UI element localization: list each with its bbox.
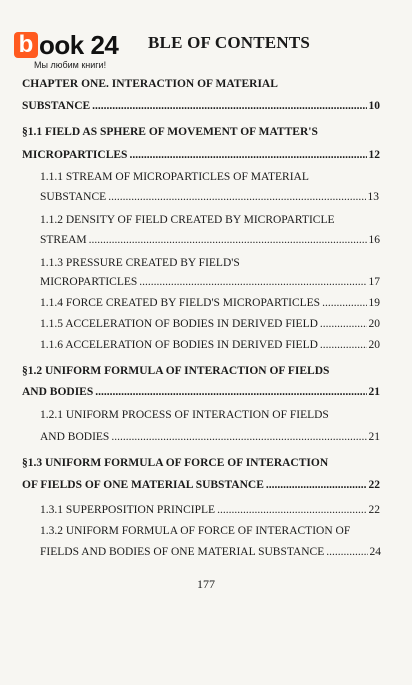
toc-text: MICROPARTICLES xyxy=(22,149,128,161)
toc-leader xyxy=(320,339,367,351)
toc-page: 21 xyxy=(368,431,380,443)
toc-page: 12 xyxy=(368,149,380,161)
toc-line xyxy=(40,504,380,516)
toc-page: 10 xyxy=(368,100,380,112)
toc-line xyxy=(40,234,380,246)
toc-text: SUBSTANCE xyxy=(40,191,107,203)
toc-page: 24 xyxy=(369,546,381,558)
page-number: 177 xyxy=(197,577,215,591)
toc-page: 22 xyxy=(368,504,380,516)
toc-leader xyxy=(108,191,365,203)
toc-text: SUBSTANCE xyxy=(22,100,91,112)
toc-page: 21 xyxy=(368,386,380,398)
toc-chapter-heading xyxy=(22,78,278,90)
toc-text: 1.3.1 SUPERPOSITION PRINCIPLE xyxy=(40,504,216,516)
toc-text: 1.1.4 FORCE CREATED BY FIELD'S MICROPARTICLES xyxy=(40,297,321,309)
toc-text: MICROPARTICLES xyxy=(40,276,138,288)
logo-tagline: Мы любим книги! xyxy=(34,60,107,70)
toc-leader xyxy=(92,100,366,112)
toc-leader xyxy=(322,297,366,309)
toc-text: STREAM xyxy=(40,234,87,246)
toc-text: §1.2 UNIFORM FORMULA OF INTERACTION OF FIELDS xyxy=(22,365,330,377)
toc-leader xyxy=(129,149,366,161)
toc-page: 17 xyxy=(368,276,380,288)
toc-text: 1.1.2 DENSITY OF FIELD CREATED BY MICROPARTICLE xyxy=(40,214,335,226)
toc-line xyxy=(40,431,380,443)
toc-text: FIELDS AND BODIES OF ONE MATERIAL SUBSTANCE xyxy=(40,546,325,558)
book24-logo xyxy=(14,30,118,70)
toc-text: 1.1.3 PRESSURE CREATED BY FIELD'S xyxy=(40,257,240,269)
toc-text: OF FIELDS OF ONE MATERIAL SUBSTANCE xyxy=(22,479,264,491)
toc-section-heading xyxy=(22,457,328,469)
toc-subsection xyxy=(40,525,350,537)
toc-line xyxy=(40,339,380,351)
toc-line xyxy=(22,100,380,112)
toc-text: 1.2.1 UNIFORM PROCESS OF INTERACTION OF FIELDS xyxy=(40,409,329,421)
logo-text: ook 24 xyxy=(39,29,119,60)
toc-text: AND BODIES xyxy=(40,431,110,443)
toc-line xyxy=(40,191,379,203)
toc-leader xyxy=(266,479,367,491)
toc-section-heading xyxy=(22,365,329,377)
toc-leader xyxy=(139,276,366,288)
toc-leader xyxy=(326,546,367,558)
toc-subsection xyxy=(40,409,329,421)
toc-page: 20 xyxy=(368,339,380,351)
toc-subsection xyxy=(40,214,335,226)
toc-text: §1.3 UNIFORM FORMULA OF FORCE OF INTERACTION xyxy=(22,457,329,469)
toc-page: 16 xyxy=(368,234,380,246)
toc-text: 1.1.6 ACCELERATION OF BODIES IN DERIVED FIELD xyxy=(40,339,318,351)
toc-line xyxy=(40,318,380,330)
logo-b-icon: b xyxy=(14,32,38,58)
logo-wordmark xyxy=(14,30,118,60)
toc-line xyxy=(40,297,380,309)
toc-subsection xyxy=(40,171,309,183)
toc-text: 1.3.2 UNIFORM FORMULA OF FORCE OF INTERACTION OF xyxy=(40,525,351,537)
toc-subsection xyxy=(40,257,240,269)
toc-text: 1.1.1 STREAM OF MICROPARTICLES OF MATERIAL xyxy=(40,171,309,183)
toc-line xyxy=(40,546,381,558)
toc-leader xyxy=(320,318,367,330)
toc-page: 20 xyxy=(368,318,380,330)
toc-leader xyxy=(111,431,366,443)
toc-line xyxy=(22,149,380,161)
toc-section-heading xyxy=(22,126,318,138)
toc-text: AND BODIES xyxy=(22,386,94,398)
toc-page: 13 xyxy=(367,191,379,203)
toc-leader xyxy=(95,386,366,398)
toc-line xyxy=(22,386,380,398)
toc-line xyxy=(40,276,380,288)
toc-text: CHAPTER ONE. INTERACTION OF MATERIAL xyxy=(22,78,278,90)
toc-line xyxy=(22,479,380,491)
toc-leader xyxy=(217,504,366,516)
toc-text: 1.1.5 ACCELERATION OF BODIES IN DERIVED FIELD xyxy=(40,318,318,330)
toc-page: 19 xyxy=(368,297,380,309)
toc-text: §1.1 FIELD AS SPHERE OF MOVEMENT OF MATTER'S xyxy=(22,126,318,138)
toc-leader xyxy=(89,234,367,246)
page-title: BLE OF CONTENTS xyxy=(148,33,311,52)
toc-page: 22 xyxy=(368,479,380,491)
